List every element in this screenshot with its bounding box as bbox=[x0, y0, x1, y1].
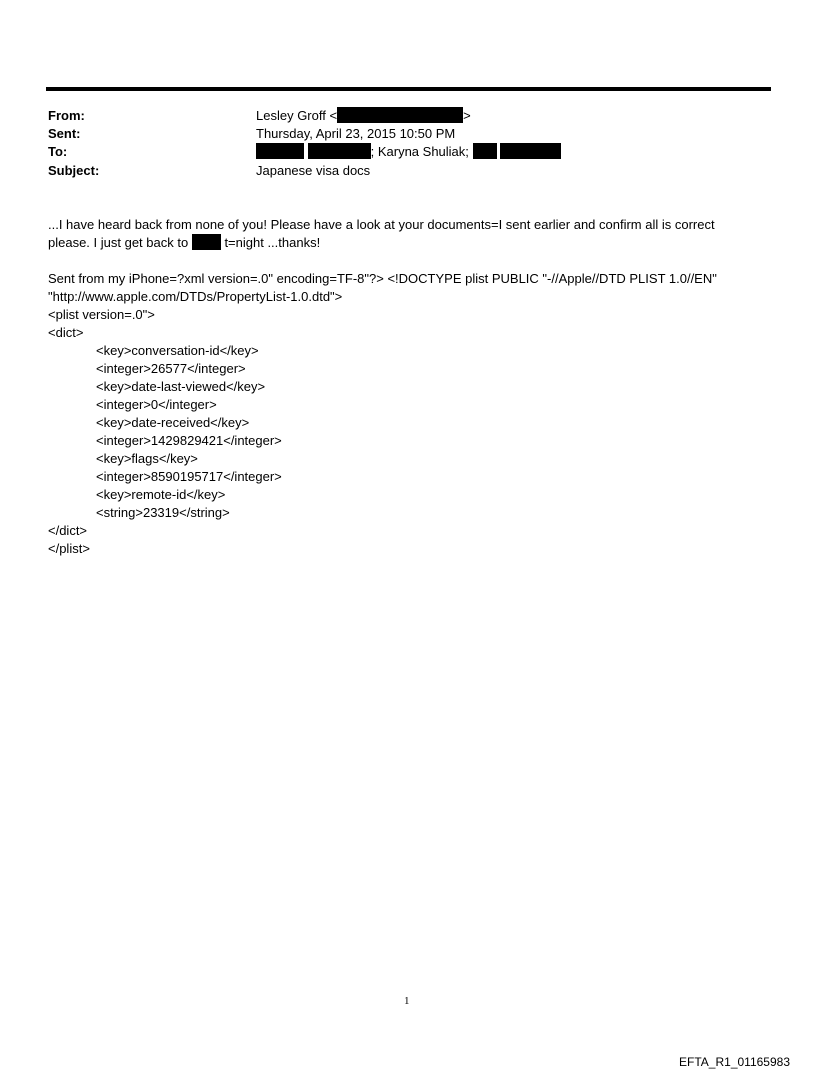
header-rule bbox=[46, 87, 771, 91]
dict-line: <string>23319</string> bbox=[96, 505, 230, 520]
sent-value: Thursday, April 23, 2015 10:50 PM bbox=[256, 126, 456, 141]
sent-from-line: Sent from my iPhone=?xml version=.0" encoding=TF-8"?> <!DOCTYPE plist PUBLIC "-//Apple//DTD PLIST 1.0//EN" bbox=[48, 271, 717, 286]
plist-open: <plist version=.0"> bbox=[48, 307, 155, 322]
body-line-2-end: t=night ...thanks! bbox=[220, 235, 321, 250]
dtd-url-line: "http://www.apple.com/DTDs/PropertyList-1.0.dtd"> bbox=[48, 289, 343, 304]
dict-line: <key>flags</key> bbox=[96, 451, 198, 466]
to-recipient: ; Karyna Shuliak; bbox=[370, 144, 469, 159]
from-end: > bbox=[463, 108, 471, 123]
to-label: To: bbox=[48, 144, 68, 159]
dict-line: <key>date-received</key> bbox=[96, 415, 250, 430]
redaction-box bbox=[256, 143, 304, 159]
redaction-box bbox=[500, 143, 561, 159]
dict-open: <dict> bbox=[48, 325, 84, 340]
redaction-box bbox=[473, 143, 497, 159]
dict-line: <key>date-last-viewed</key> bbox=[96, 379, 266, 394]
dict-line: <integer>1429829421</integer> bbox=[96, 433, 282, 448]
subject-label: Subject: bbox=[48, 163, 100, 178]
redaction-box bbox=[308, 143, 371, 159]
dict-close: </dict> bbox=[48, 523, 88, 538]
dict-line: <key>remote-id</key> bbox=[96, 487, 226, 502]
redaction-box bbox=[337, 107, 463, 123]
redaction-box bbox=[192, 234, 221, 250]
dict-line: <key>conversation-id</key> bbox=[96, 343, 259, 358]
body-line-1: ...I have heard back from none of you! Please have a look at your documents=I sent earlier and confirm all is correct bbox=[48, 217, 715, 232]
body-line-2-start: please. I just get back to bbox=[48, 235, 189, 250]
dict-line: <integer>8590195717</integer> bbox=[96, 469, 282, 484]
sent-label: Sent: bbox=[48, 126, 81, 141]
page-number: 1 bbox=[404, 995, 410, 1007]
to-value bbox=[256, 143, 561, 161]
plist-close: </plist> bbox=[48, 541, 90, 556]
from-value bbox=[256, 107, 471, 125]
dict-line: <integer>26577</integer> bbox=[96, 361, 246, 376]
from-name: Lesley Groff < bbox=[256, 108, 338, 123]
from-label: From: bbox=[48, 108, 85, 123]
bates-number: EFTA_R1_01165983 bbox=[679, 1055, 790, 1069]
body-line-2 bbox=[48, 234, 320, 252]
dict-line: <integer>0</integer> bbox=[96, 397, 217, 412]
subject-value: Japanese visa docs bbox=[256, 163, 371, 178]
